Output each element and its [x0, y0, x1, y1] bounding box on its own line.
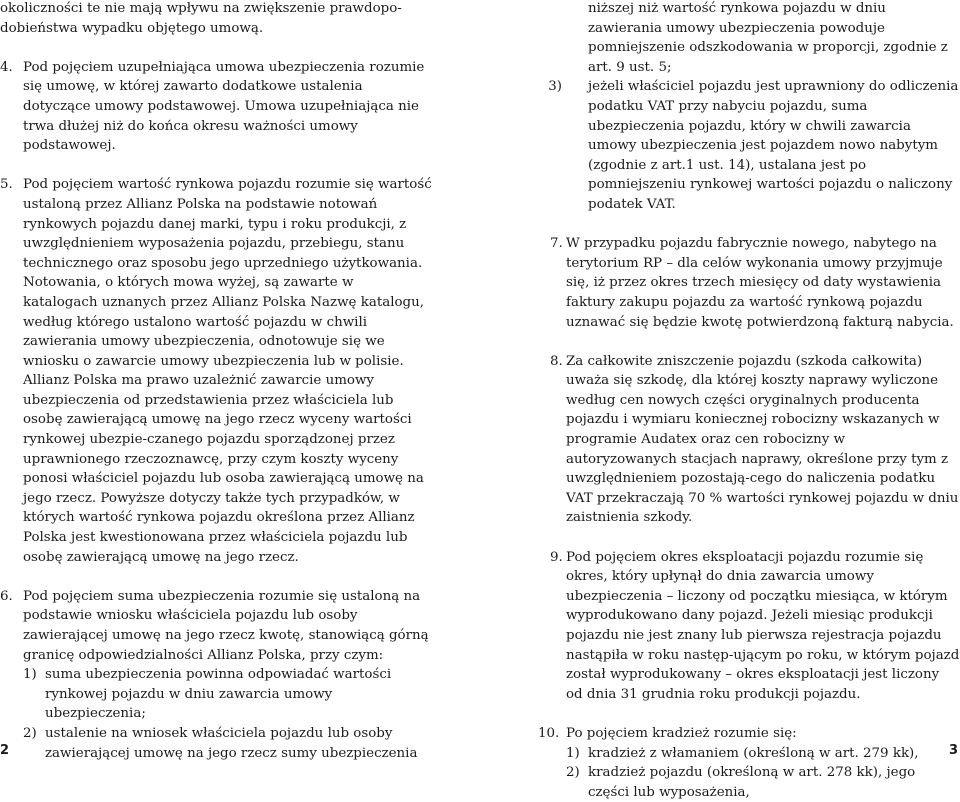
left-column: [0, 0, 432, 763]
subclause-text: suma ubezpieczenia powinna odpowiadać wartości rynkowej pojazdu w dniu zawarcia umowy ubezpieczenia;: [45, 667, 392, 722]
clause-4: [0, 58, 432, 156]
subclause-2: [23, 724, 432, 763]
clause-text: Pod pojęciem wartość rynkowa pojazdu rozumie się wartość ustaloną przez Allianz Polska na podstawie notowań rynkowych pojazdu danej marki, typu i roku produkcji, z uwzględnieniem wyposażenia pojazdu, przebiegu, stanu technicznego oraz sposobu jego uprzedniego użytkowania. Notowania, o których mowa wyżej, są zawarte w katalogach uznanych przez Allianz Polska Nazwę katalogu, według którego ustalono wartość pojazdu w chwili zawierania umowy ubezpieczenia, odnotowuje się we wniosku o zawarcie umowy ubezpieczenia lub w polisie. Allianz Polska ma prawo uzależnić zawarcie umowy ubezpieczenia od przedstawienia przez właściciela lub osobę zawierającą umowę na jego rzecz wyceny wartości rynkowej ubezpie-czanego pojazdu sporządzonej przez uprawnionego rzeczoznawcę, przy czym koszty wyceny ponosi właściciel pojazdu lub osoba zawierającą umowę na jego rzecz. Powyższe dotyczy także tych przypadków, w których wartość rynkowa pojazdu określona przez Allianz Polska jest kwestionowana przez właściciela pojazdu lub osobę zawierającą umowę na jego rzecz.: [23, 177, 432, 565]
clause-text: W przypadku pojazdu fabrycznie nowego, nabytego na terytorium RP – dla celów wykonania umowy przyjmuje się, iż przez okres trzech miesięcy od daty wystawienia faktury zakupu pojazdu za wartość rynkową pojazdu uznawać się będzie kwotę potwierdzoną fakturą nabycia.: [566, 236, 954, 330]
clause-text: Po pojęciem kradzież rozumie się:: [566, 725, 797, 741]
page-number-left: 2: [0, 743, 10, 759]
clause-10: [536, 724, 960, 802]
clause-text: Pod pojęciem suma ubezpieczenia rozumie się ustaloną na podstawie wniosku właściciela pojazdu lub osoby zawierającej umowę na jego rzecz kwotę, stanowiącą górną granicę odpowiedzialności Allianz Polska, przy czym:: [23, 588, 429, 663]
subclause-number: 2): [23, 725, 37, 741]
page-number-right: 3: [948, 743, 958, 759]
clause-9: [536, 548, 960, 705]
intro-continuation: okoliczności te nie mają wpływu na zwiększenie prawdopo-dobieństwa wypadku objętego umową.: [0, 1, 402, 36]
subclause-number: 1): [566, 745, 580, 761]
clause-5: [0, 175, 432, 567]
subclause-number: 3): [548, 79, 562, 95]
clause-number: 4.: [0, 59, 13, 75]
subclause-text: kradzież pojazdu (określoną w art. 278 kk), jego części lub wyposażenia,: [588, 765, 916, 800]
clause-7: [536, 234, 960, 332]
subclause-text: jeżeli właściciel pojazdu jest uprawniony do odliczenia podatku VAT przy nabyciu pojazdu, suma ubezpieczenia pojazdu, który w chwili zawarcia umowy ubezpieczenia jest pojazdem nowo nabytym (zgodnie z art.1 ust. 14), ustalana jest po pomniejszeniu rynkowej wartości pojazdu o naliczony podatek VAT.: [588, 79, 959, 212]
subclause-2: [566, 763, 960, 802]
subclause-3: [548, 77, 960, 214]
continuation-text: niższej niż wartość rynkowa pojazdu w dniu zawierania umowy ubezpieczenia powoduje pomniejszenie odszkodowania w proporcji, zgodnie z art. 9 ust. 5;: [588, 1, 948, 75]
clause-number: 5.: [0, 177, 13, 193]
clause-number: 9.: [550, 549, 563, 565]
clause-number: 7.: [550, 236, 563, 252]
subclause-1: [23, 665, 432, 724]
right-column: [536, 0, 960, 802]
clause-8: [536, 352, 960, 528]
subclause-text: kradzież z włamaniem (określoną w art. 279 kk),: [588, 745, 919, 761]
subclause-text: ustalenie na wniosek właściciela pojazdu lub osoby zawierającej umowę na jego rzecz sumy ubezpieczenia: [45, 725, 418, 761]
clause-6: [0, 587, 432, 763]
clause-text: Pod pojęciem okres eksploatacji pojazdu rozumie się okres, który upłynął do dnia zawarcia umowy ubezpieczenia – liczony od początku miesiąca, w którym wyprodukowano dany pojazd. Jeżeli miesiąc produkcji pojazdu nie jest znany lub pierwsza rejestracja pojazdu nastąpiła w roku następ-ującym po roku, w którym pojazd został wyprodukowany – okres eksploatacji jest liczony od dnia 31 grudnia roku produkcji pojazdu.: [566, 549, 960, 702]
clause-number: 8.: [550, 353, 563, 369]
subclause-number: 2): [566, 765, 580, 781]
subclause-number: 1): [23, 667, 37, 683]
clause-number: 6.: [0, 588, 13, 604]
subclause-1: [566, 744, 960, 764]
clause-text: Za całkowite zniszczenie pojazdu (szkoda całkowita) uważa się szkodę, dla której koszty naprawy wyliczone według cen nowych części oryginalnych producenta pojazdu i wymiaru koniecznej robocizny wskazanych w programie Audatex oraz cen robocizny w autoryzowanych stacjach naprawy, określone przy tym z uwzględnieniem pozostają-cego do naliczenia podatku VAT przekraczają 70 % wartości rynkowej pojazdu w dniu zaistnienia szkody.: [566, 353, 959, 526]
clause-text: Pod pojęciem uzupełniająca umowa ubezpieczenia rozumie się umowę, w której zawarto dodatkowe ustalenia dotyczące umowy podstawowej. Umowa uzupełniająca nie trwa dłużej niż do końca okresu ważności umowy podstawowej.: [23, 59, 425, 154]
clause-number: 10.: [538, 725, 560, 741]
